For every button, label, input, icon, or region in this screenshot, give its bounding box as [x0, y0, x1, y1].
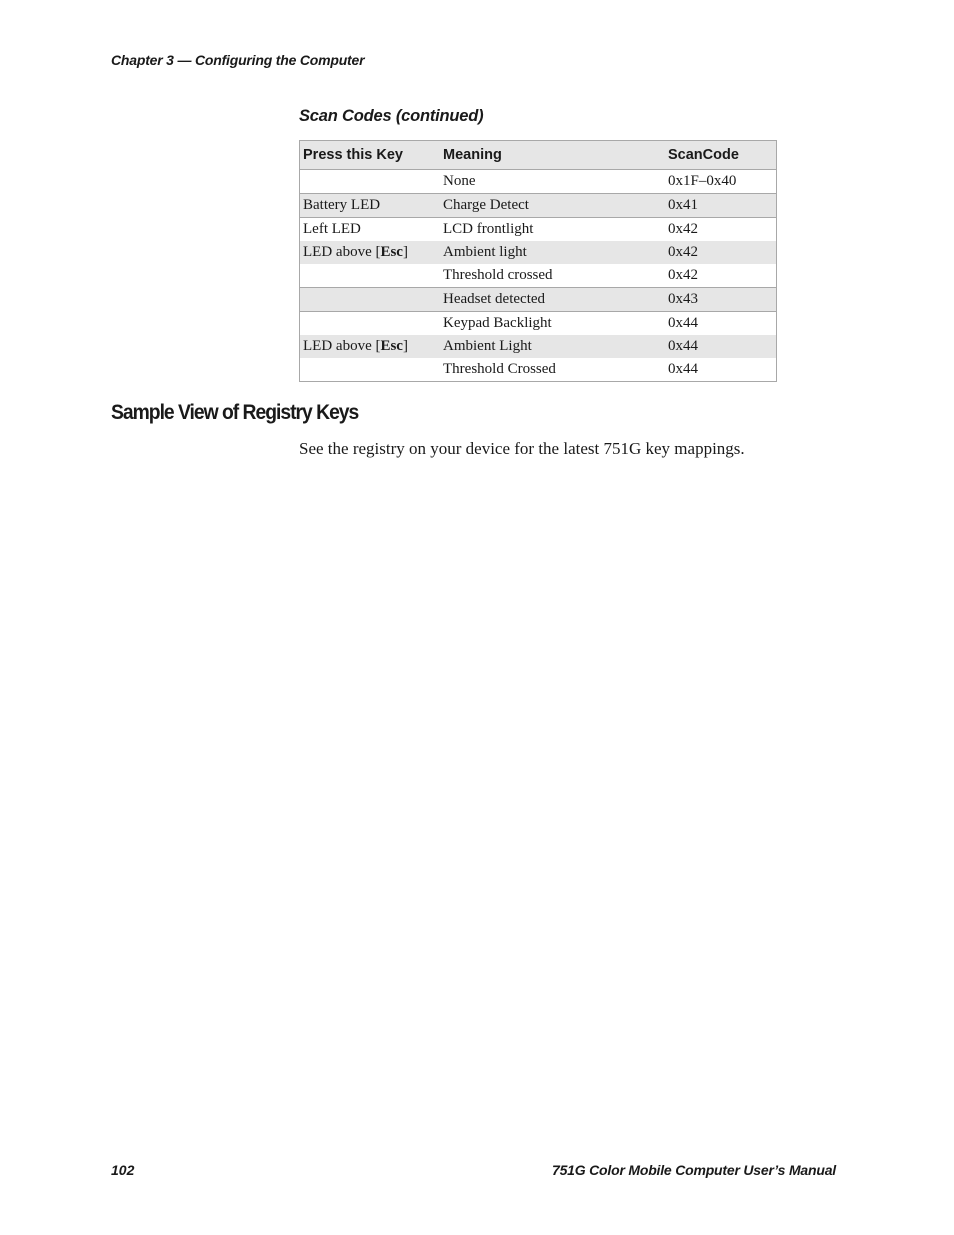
meaning-cell: Threshold crossed — [440, 264, 665, 288]
section-heading: Sample View of Registry Keys — [111, 401, 359, 424]
meaning-cell: None — [440, 170, 665, 194]
table-caption: Scan Codes (continued) — [299, 107, 484, 125]
key-cell: LED above [Esc] — [300, 335, 441, 358]
table-row — [300, 194, 777, 218]
scancode-cell: 0x1F–0x40 — [665, 170, 777, 194]
table-row — [300, 312, 777, 336]
meaning-cell: Threshold Crossed — [443, 361, 556, 377]
table-row — [300, 170, 777, 194]
table-row — [300, 358, 777, 382]
key-cell — [300, 288, 441, 312]
scancode-cell: 0x44 — [668, 315, 698, 331]
scan-codes-table — [299, 140, 777, 382]
table-row — [300, 288, 777, 312]
table-row — [300, 241, 777, 264]
body-paragraph: See the registry on your device for the latest 751G key mappings. — [299, 439, 745, 458]
key-cell — [300, 312, 441, 336]
key-cell — [300, 170, 441, 194]
meaning-cell: Charge Detect — [440, 194, 665, 218]
scancode-cell: 0x41 — [665, 194, 777, 218]
column-header-key: Press this Key — [300, 141, 441, 170]
meaning-cell: Ambient Light — [440, 335, 665, 358]
scancode-cell: 0x43 — [665, 288, 777, 312]
scancode-cell: 0x42 — [668, 221, 698, 237]
scancode-cell: 0x44 — [668, 361, 698, 377]
key-cell — [300, 358, 441, 382]
key-cell — [300, 264, 441, 288]
manual-title: 751G Color Mobile Computer User’s Manual — [552, 1162, 836, 1178]
column-header-meaning: Meaning — [440, 141, 665, 170]
column-header-scancode: ScanCode — [665, 141, 777, 170]
meaning-cell: LCD frontlight — [443, 221, 534, 237]
chapter-header: Chapter 3 — Configuring the Computer — [111, 52, 365, 68]
key-cell: Left LED — [303, 221, 361, 237]
scancode-cell: 0x42 — [665, 264, 777, 288]
key-cell: Battery LED — [300, 194, 441, 218]
meaning-cell: Headset detected — [440, 288, 665, 312]
key-cell: LED above [Esc] — [300, 241, 441, 264]
scancode-cell: 0x44 — [665, 335, 777, 358]
meaning-cell: Ambient light — [440, 241, 665, 264]
scancode-cell: 0x42 — [665, 241, 777, 264]
page-number: 102 — [111, 1162, 135, 1178]
table-row — [300, 335, 777, 358]
table-row — [300, 218, 777, 242]
table-header-row — [300, 141, 777, 170]
table-row — [300, 264, 777, 288]
meaning-cell: Keypad Backlight — [443, 315, 552, 331]
